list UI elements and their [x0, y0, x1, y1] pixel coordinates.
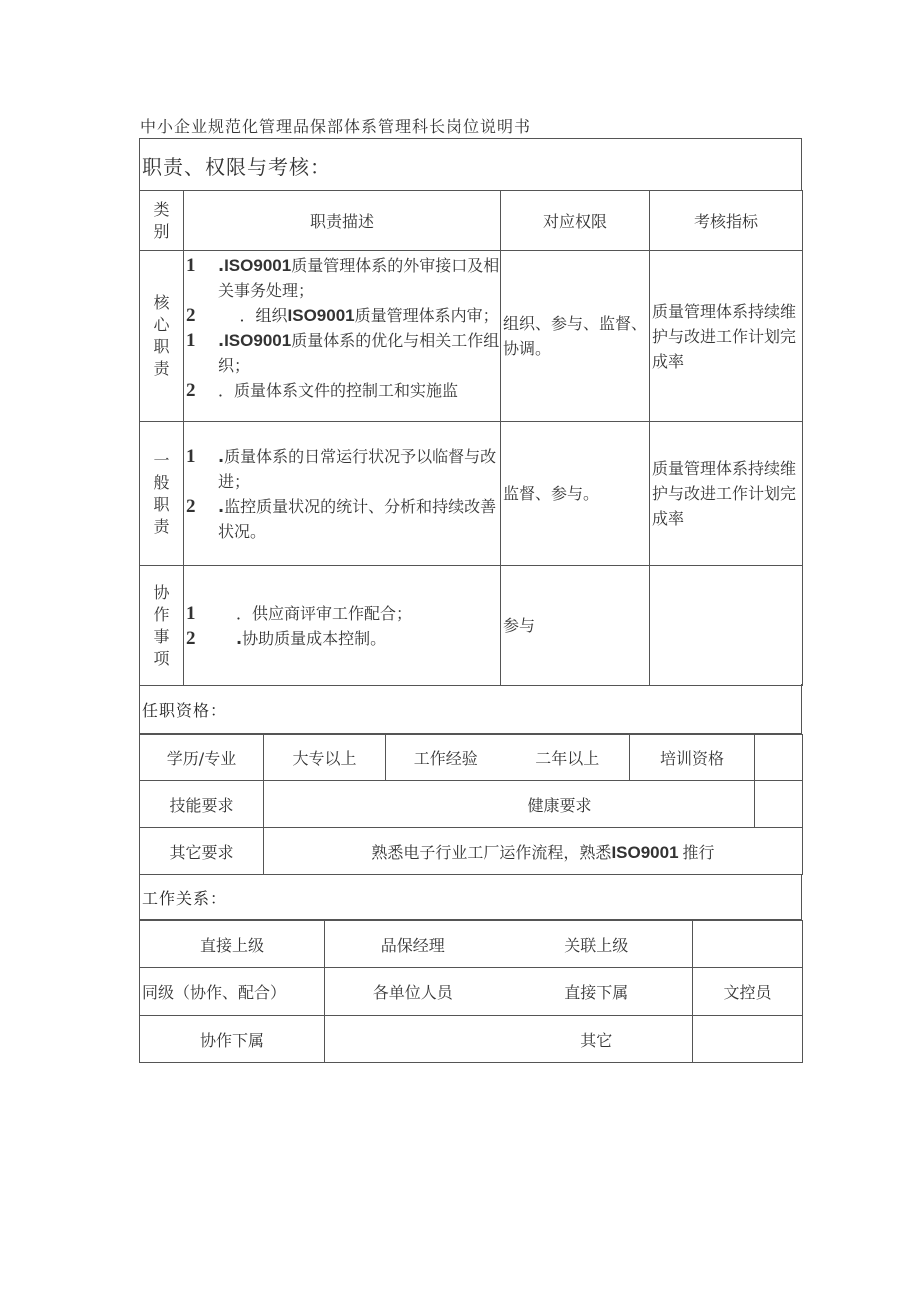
- duties-header-row: [140, 191, 803, 251]
- category-core: [140, 251, 184, 422]
- skills-value: [264, 781, 506, 828]
- other-req-iso: ISO9001: [611, 842, 679, 862]
- duty-number: 1: [186, 602, 196, 624]
- skills-label: 技能要求: [140, 781, 264, 828]
- header-kpi: 考核指标: [650, 191, 803, 251]
- header-authority: 对应权限: [501, 191, 650, 251]
- document-title: 中小企业规范化管理品保部体系管理科长岗位说明书: [140, 117, 532, 136]
- health-label: 健康要求: [506, 781, 755, 828]
- duty-iso: ISO9001: [287, 306, 355, 325]
- category-char: 责: [153, 516, 170, 536]
- relations-table: [139, 920, 803, 1063]
- general-duties-authority: 监督、参与。: [501, 422, 650, 566]
- core-duties-description: [184, 251, 501, 422]
- education-label: 学历/专业: [140, 735, 264, 781]
- core-duties-kpi: 质量管理体系持续维护与改进工作计划完成率: [650, 251, 803, 422]
- training-label: 培训资格: [630, 735, 755, 781]
- duty-text: 协助质量成本控制。: [242, 628, 387, 648]
- other-rel-label: 其它: [501, 1016, 693, 1063]
- qualification-table: [139, 734, 803, 875]
- category-char: 协: [153, 582, 170, 602]
- qual-row-1: [140, 735, 803, 781]
- duty-item: [184, 626, 500, 651]
- category-char: 事: [153, 626, 170, 646]
- duty-item: [184, 378, 500, 403]
- duties-section-title: 职责、权限与考核：: [142, 155, 331, 179]
- peer-value: 各单位人员: [325, 968, 501, 1016]
- qualification-section-header: [139, 684, 802, 734]
- duty-text: 质量体系的优化与相关工作组织；: [218, 331, 500, 375]
- category-char: 心: [153, 315, 170, 334]
- duty-number: 2: [186, 380, 196, 401]
- education-value: 大专以上: [264, 735, 386, 781]
- other-req-prefix: 熟悉电子行业工厂运作流程，熟悉: [371, 842, 612, 862]
- duty-number: 1: [186, 330, 196, 351]
- duty-text: 质量体系的日常运行状况予以临督与改进；: [218, 446, 497, 491]
- header-category: [140, 191, 184, 251]
- duty-text: 监控质量状况的统计、分析和持续改善状况。: [218, 496, 497, 541]
- category-char: 职: [153, 494, 170, 514]
- duty-item: [184, 601, 500, 626]
- duty-lead: ．组织: [239, 306, 288, 325]
- duty-iso: ISO9001: [224, 331, 292, 350]
- cooperation-authority: 参与: [501, 566, 650, 686]
- header-category-text: 类别: [153, 199, 170, 241]
- duty-item: [184, 303, 500, 328]
- health-value: [755, 781, 803, 828]
- duty-lead: .: [236, 628, 243, 648]
- duty-iso: ISO9001: [224, 256, 292, 275]
- general-duties-row: [140, 422, 803, 566]
- direct-sub-value: 文控员: [693, 968, 803, 1016]
- duty-number: 1: [186, 445, 196, 467]
- category-char: 核: [153, 293, 170, 312]
- duty-item: [184, 494, 500, 544]
- duty-text: 质量管理体系的外审接口及相关事务处理；: [218, 256, 500, 300]
- related-superior-value: [693, 921, 803, 968]
- qual-row-3: [140, 828, 803, 875]
- duty-item: [184, 444, 500, 494]
- category-char: 责: [153, 359, 170, 378]
- related-superior-label: 关联上级: [501, 921, 693, 968]
- duty-lead: ．: [218, 381, 235, 400]
- general-duties-kpi: 质量管理体系持续维护与改进工作计划完成率: [650, 422, 803, 566]
- coop-sub-value: [325, 1016, 501, 1063]
- cooperation-row: [140, 566, 803, 686]
- relations-section-header: [139, 874, 802, 920]
- training-value: [755, 735, 803, 781]
- cooperation-description: [184, 566, 501, 686]
- duty-lead: .: [218, 256, 225, 275]
- category-char: 作: [153, 604, 170, 624]
- category-char: 般: [153, 472, 170, 492]
- duty-lead: .: [218, 331, 225, 350]
- duty-text: 质量管理体系内审；: [354, 306, 499, 325]
- qualification-section-title: 任职资格：: [142, 701, 228, 720]
- rel-row-3: [140, 1016, 803, 1063]
- other-req-suffix: 推行: [682, 842, 715, 862]
- direct-superior-label: 直接上级: [140, 921, 325, 968]
- duty-number: 2: [186, 495, 196, 517]
- category-char: 一: [153, 450, 170, 470]
- duty-item: [184, 253, 500, 303]
- experience-label: 工作经验: [386, 735, 506, 781]
- duties-table: [139, 190, 803, 686]
- duty-number: 2: [186, 305, 196, 326]
- peer-label: 同级（协作、配合）: [140, 968, 325, 1016]
- duty-lead: .: [218, 496, 225, 516]
- duty-item: [184, 328, 500, 378]
- core-duties-row: [140, 251, 803, 422]
- qual-row-2: [140, 781, 803, 828]
- relations-section-title: 工作关系：: [142, 889, 228, 908]
- cooperation-kpi: [650, 566, 803, 686]
- direct-superior-value: 品保经理: [325, 921, 501, 968]
- direct-sub-label: 直接下属: [501, 968, 693, 1016]
- duty-lead: ．: [236, 603, 253, 623]
- rel-row-2: [140, 968, 803, 1016]
- duty-lead: .: [218, 446, 225, 466]
- duty-text: 供应商评审工作配合；: [252, 603, 413, 623]
- duty-text: 质量体系文件的控制工和实施监: [234, 381, 459, 400]
- coop-sub-label: 协作下属: [140, 1016, 325, 1063]
- category-general: [140, 422, 184, 566]
- other-req-value: [264, 828, 803, 875]
- rel-row-1: [140, 921, 803, 968]
- category-cooperation: [140, 566, 184, 686]
- core-duties-authority: 组织、参与、监督、协调。: [501, 251, 650, 422]
- other-req-label: 其它要求: [140, 828, 264, 875]
- header-description: 职责描述: [184, 191, 501, 251]
- experience-value: 二年以上: [506, 735, 630, 781]
- duties-section-header: [139, 138, 802, 190]
- category-char: 职: [153, 337, 170, 356]
- category-char: 项: [153, 648, 170, 668]
- general-duties-description: [184, 422, 501, 566]
- other-rel-value: [693, 1016, 803, 1063]
- duty-number: 1: [186, 255, 196, 276]
- duty-number: 2: [186, 627, 196, 649]
